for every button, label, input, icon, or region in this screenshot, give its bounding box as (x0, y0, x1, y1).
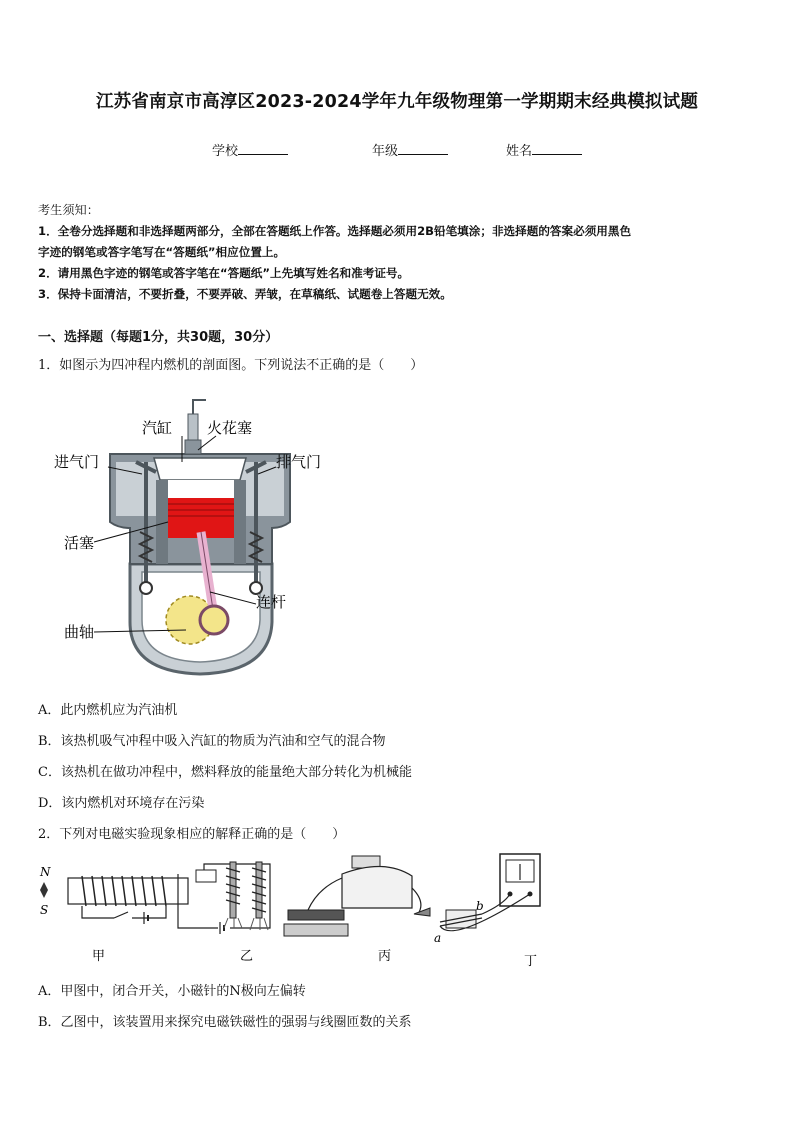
crank-pin (200, 606, 228, 634)
name-field (506, 140, 582, 159)
notice-heading: 考生须知： (38, 203, 99, 217)
notice-item: 1．全卷分选择题和非选择题两部分，全部在答题纸上作答。选择题必须用2B铅笔填涂；非选择题的答案必须用黑色 (38, 224, 632, 238)
caption-bing: 丙 (378, 949, 392, 964)
combustion-chamber (154, 458, 246, 480)
question-1-stem: 1．如图示为四冲程内燃机的剖面图。下列说法不正确的是（ ） (38, 358, 424, 373)
notice-item: 字迹的钢笔或答字笔写在“答题纸”相应位置上。 (38, 245, 286, 259)
cylinder-wall-right (234, 480, 246, 564)
jia-switch (114, 912, 128, 918)
label-crankshaft: 曲轴 (64, 623, 95, 641)
caption-yi: 乙 (240, 949, 254, 964)
electromagnet-figure (34, 848, 574, 974)
compass-s-label: S (40, 903, 49, 917)
bing-rod (414, 908, 430, 916)
notice-item: 3．保持卡面清洁，不要折叠，不要弄破、弄皱，在草稿纸、试题卷上答题无效。 (38, 287, 452, 301)
spark-plug-wire (193, 400, 206, 414)
cylinder-space (168, 480, 234, 498)
figure-ding (434, 854, 540, 969)
jia-wire (82, 906, 166, 918)
label-spark-plug: 火花塞 (207, 419, 253, 437)
compass-needle (40, 882, 48, 898)
bing-magnet (342, 866, 412, 908)
notice-item: 2．请用黑色字迹的钢笔或答字笔在“答题纸”上先填写姓名和准考证号。 (38, 266, 410, 280)
label-cylinder: 汽缸 (142, 419, 173, 437)
q1-option-a: A．此内燃机应为汽油机 (38, 703, 178, 718)
bing-wire-right (412, 888, 421, 914)
figure-yi (178, 862, 270, 964)
exam-notice (38, 200, 763, 305)
school-label: 学校 (212, 144, 239, 159)
ding-magnet (446, 910, 476, 928)
q2-option-b: B．乙图中，该装置用来探究电磁铁磁性的强弱与线圈匝数的关系 (38, 1015, 412, 1030)
spark-plug-nut (185, 440, 201, 454)
engine-figure (50, 392, 340, 682)
page-title: 江苏省南京市高淳区2023-2024学年九年级物理第一学期期末经典模拟试题 (95, 92, 699, 112)
intake-cam (140, 582, 152, 594)
label-intake-valve: 进气门 (54, 453, 100, 471)
name-blank (532, 142, 582, 155)
label-connecting-rod: 连杆 (256, 593, 287, 611)
figure-bing (284, 856, 430, 964)
bing-rail (288, 910, 344, 920)
ding-label-a: a (434, 931, 442, 945)
q1-option-b: B．该热机吸气冲程中吸入汽缸的物质为汽油和空气的混合物 (38, 734, 386, 749)
bing-base (284, 924, 348, 936)
school-blank (238, 142, 288, 155)
label-piston: 活塞 (64, 534, 95, 552)
yi-rheostat (196, 870, 216, 882)
caption-ding: 丁 (524, 954, 538, 969)
section-heading: 一、选择题（每题1分，共30题，30分） (38, 330, 279, 345)
compass-n-label: N (40, 865, 51, 879)
grade-field (372, 140, 448, 159)
bing-wire-left (308, 878, 342, 910)
name-label: 姓名 (506, 144, 533, 159)
label-exhaust-valve: 排气门 (276, 453, 322, 471)
question-2-stem: 2．下列对电磁实验现象相应的解释正确的是（ ） (38, 827, 346, 842)
figure-jia (39, 865, 188, 964)
solenoid-core (68, 878, 188, 904)
ding-label-b: b (476, 899, 484, 913)
grade-label: 年级 (372, 144, 399, 159)
q1-option-c: C．该热机在做功冲程中，燃料释放的能量绝大部分转化为机械能 (38, 765, 412, 780)
grade-blank (398, 142, 448, 155)
q1-option-d: D．该内燃机对环境存在污染 (38, 796, 205, 811)
school-field (212, 140, 288, 159)
q2-option-a: A．甲图中，闭合开关，小磁针的N极向左偏转 (38, 984, 306, 999)
caption-jia: 甲 (92, 949, 106, 964)
